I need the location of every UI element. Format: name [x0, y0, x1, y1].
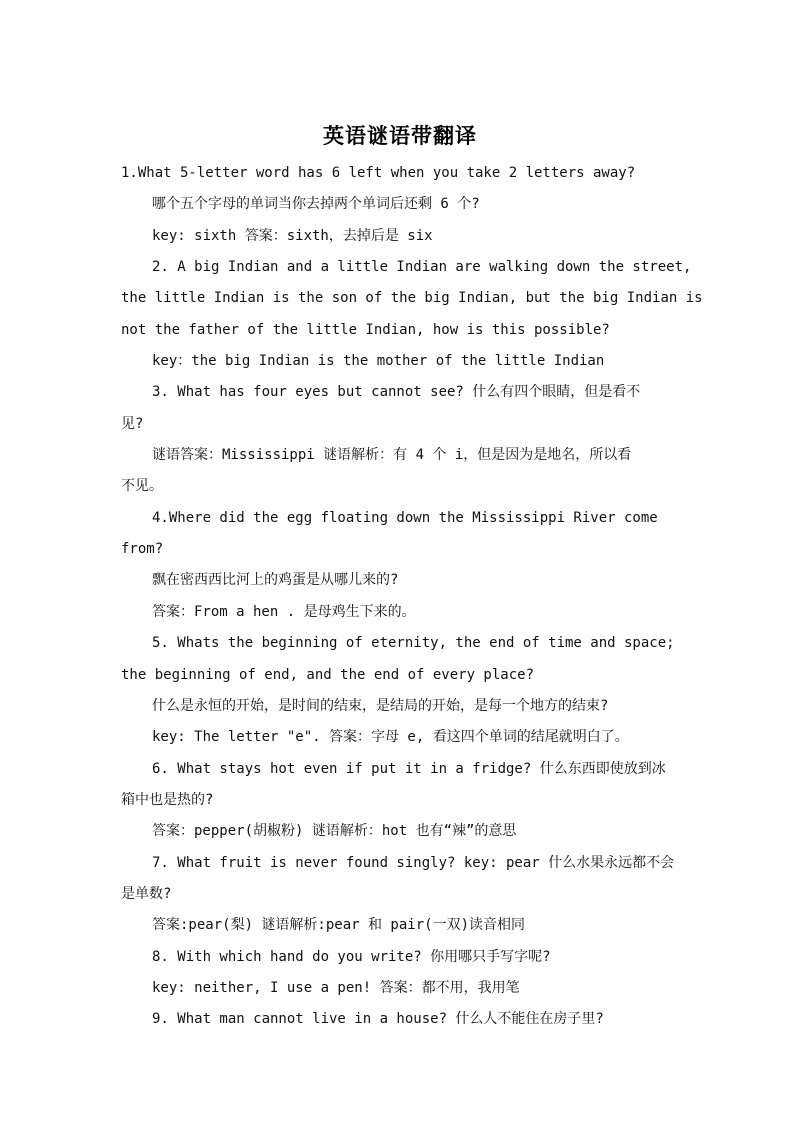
text-line: 见? — [121, 415, 144, 432]
text-line: 答案：pepper(胡椒粉) 谜语解析：hot 也有“辣”的意思 — [152, 823, 517, 840]
text-line: 5. Whats the beginning of eternity, the end of time and space; — [152, 635, 675, 652]
text-line: key: sixth 答案：sixth，去掉后是 six — [152, 227, 433, 244]
text-line: 答案：From a hen . 是母鸡生下来的。 — [152, 603, 416, 620]
text-line: not the father of the little Indian, how is this possible? — [121, 321, 610, 338]
text-line: from? — [121, 541, 164, 558]
text-line: 9. What man cannot live in a house? 什么人不能住在房子里? — [152, 1011, 604, 1028]
document-title: 英语谜语带翻译 — [323, 124, 477, 148]
text-line: 箱中也是热的? — [121, 791, 214, 808]
document-body — [121, 158, 703, 1036]
text-line: 6. What stays hot even if put it in a fridge? 什么东西即使放到冰 — [152, 760, 666, 777]
text-line: 飘在密西西比河上的鸡蛋是从哪儿来的? — [152, 572, 399, 589]
text-line: 2. A big Indian and a little Indian are walking down the street, — [152, 259, 692, 276]
text-line: the little Indian is the son of the big Indian, but the big Indian is — [121, 290, 703, 307]
text-line: key: neither, I use a pen! 答案：都不用，我用笔 — [152, 979, 520, 996]
text-line: 7. What fruit is never found singly? key: pear 什么水果永远都不会 — [152, 854, 675, 871]
text-line: 什么是永恒的开始，是时间的结束，是结局的开始，是每一个地方的结束? — [152, 697, 609, 714]
text-line: 不见。 — [121, 478, 163, 495]
text-line: key: The letter "e". 答案：字母 e, 看这四个单词的结尾就明白了。 — [152, 729, 629, 746]
text-line: 哪个五个字母的单词当你去掉两个单词后还剩 6 个? — [152, 196, 480, 213]
text-line: the beginning of end, and the end of every place? — [121, 666, 535, 683]
text-line: 谜语答案：Mississippi 谜语解析：有 4 个 i，但是因为是地名，所以看 — [152, 447, 632, 464]
text-line: 4.Where did the egg floating down the Mississippi River come — [152, 509, 658, 526]
text-line: 8. With which hand do you write? 你用哪只手写字呢? — [152, 948, 551, 965]
text-line: 是单数? — [121, 885, 172, 902]
text-line: 答案:pear(梨) 谜语解析:pear 和 pair(一双)读音相同 — [152, 917, 526, 934]
text-line: 3. What has four eyes but cannot see? 什么有四个眼睛，但是看不 — [152, 384, 641, 401]
text-line: key：the big Indian is the mother of the little Indian — [152, 353, 605, 370]
text-line: 1.What 5-letter word has 6 left when you take 2 letters away? — [121, 165, 636, 181]
